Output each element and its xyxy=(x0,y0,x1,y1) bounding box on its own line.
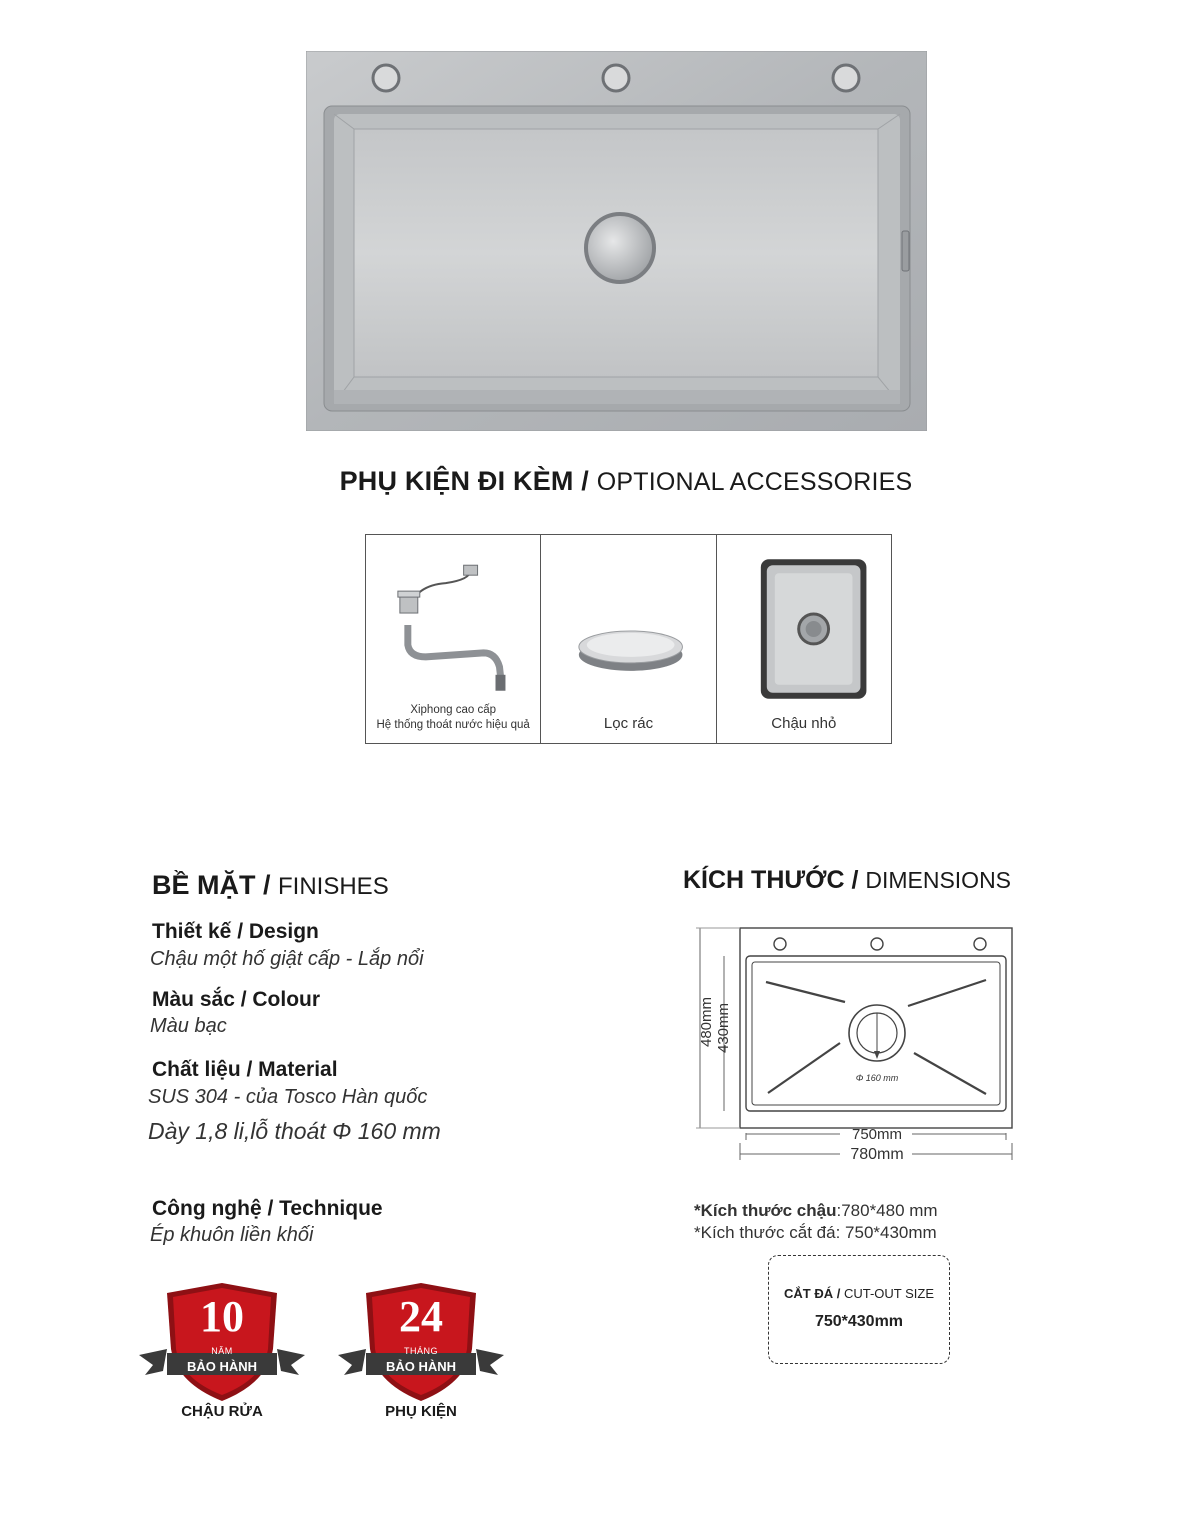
accessories-heading-vi: PHỤ KIỆN ĐI KÈM / xyxy=(339,466,590,496)
finishes-heading-vi: BỀ MẶT / xyxy=(152,870,271,900)
warranty-sink-unit: NĂM xyxy=(211,1346,233,1356)
dim-width-outer: 780mm xyxy=(850,1146,904,1163)
dim-note-sink-value: :780*480 mm xyxy=(836,1201,938,1220)
dim-width-inner: 750mm xyxy=(851,1126,903,1143)
accessory-small-basin xyxy=(717,535,891,743)
warranty-acc-caption: PHỤ KIỆN xyxy=(385,1403,457,1420)
warranty-badge-accessories xyxy=(336,1279,506,1429)
spec-material-title: Chất liệu / Material xyxy=(152,1058,338,1081)
dimension-drawing xyxy=(690,918,1020,1168)
accessory-strainer xyxy=(541,535,716,743)
warranty-badge-sink xyxy=(137,1279,307,1429)
dim-height-inner: 430mm xyxy=(715,1002,732,1054)
finishes-heading xyxy=(152,870,389,901)
spec-material-thickness: Dày 1,8 li,lỗ thoát Φ 160 mm xyxy=(148,1118,441,1144)
cutout-label-en: CUT-OUT SIZE xyxy=(843,1286,934,1301)
siphon-icon xyxy=(366,535,540,710)
dimensions-heading xyxy=(683,866,1011,895)
dim-drain: Φ 160 mm xyxy=(855,1073,899,1083)
cutout-value: 750*430mm xyxy=(814,1313,904,1330)
small-basin-icon xyxy=(717,535,891,710)
spec-design-title: Thiết kế / Design xyxy=(152,920,319,943)
accessories-heading xyxy=(0,466,1200,497)
accessory-siphon-label xyxy=(366,703,540,734)
accessory-small-basin-label: Chậu nhỏ xyxy=(771,715,837,732)
dim-height-outer: 480mm xyxy=(698,996,715,1048)
warranty-acc-unit: THÁNG xyxy=(404,1346,438,1356)
cutout-label xyxy=(769,1286,949,1301)
siphon-label-line1: Xiphong cao cấp xyxy=(410,703,496,716)
spec-technique-title: Công nghệ / Technique xyxy=(152,1197,383,1220)
spec-colour-title: Màu sắc / Colour xyxy=(152,988,321,1011)
warranty-sink-ribbon: BẢO HÀNH xyxy=(186,1359,258,1374)
dimensions-heading-vi: KÍCH THƯỚC / xyxy=(683,866,859,894)
warranty-acc-ribbon: BẢO HÀNH xyxy=(385,1359,457,1374)
accessories-table xyxy=(365,534,892,744)
cutout-size-box xyxy=(768,1255,950,1364)
finishes-heading-en: FINISHES xyxy=(278,873,389,900)
dim-note-cutout: *Kích thước cắt đá: 750*430mm xyxy=(694,1223,937,1242)
accessories-heading-en: OPTIONAL ACCESSORIES xyxy=(596,468,913,496)
accessory-siphon xyxy=(366,535,541,743)
siphon-label-line2: Hệ thống thoát nước hiệu quả xyxy=(376,719,530,732)
dim-note-sink-label: *Kích thước chậu xyxy=(694,1201,837,1220)
spec-design-value: Chậu một hố giật cấp - Lắp nổi xyxy=(150,948,424,970)
spec-material-value: SUS 304 - của Tosco Hàn quốc xyxy=(148,1086,428,1108)
sink-product-image xyxy=(306,51,927,431)
dim-note-sink xyxy=(694,1201,938,1221)
dimensions-heading-en: DIMENSIONS xyxy=(865,867,1012,893)
strainer-icon xyxy=(541,535,715,710)
warranty-acc-number: 24 xyxy=(399,1292,443,1341)
warranty-sink-caption: CHẬU RỬA xyxy=(181,1403,263,1420)
warranty-sink-number: 10 xyxy=(200,1292,244,1341)
accessory-strainer-label: Lọc rác xyxy=(603,715,654,732)
spec-technique-value: Ép khuôn liền khối xyxy=(150,1224,314,1246)
cutout-label-vi: CẮT ĐÁ / xyxy=(783,1286,841,1301)
spec-colour-value: Màu bạc xyxy=(150,1015,227,1037)
